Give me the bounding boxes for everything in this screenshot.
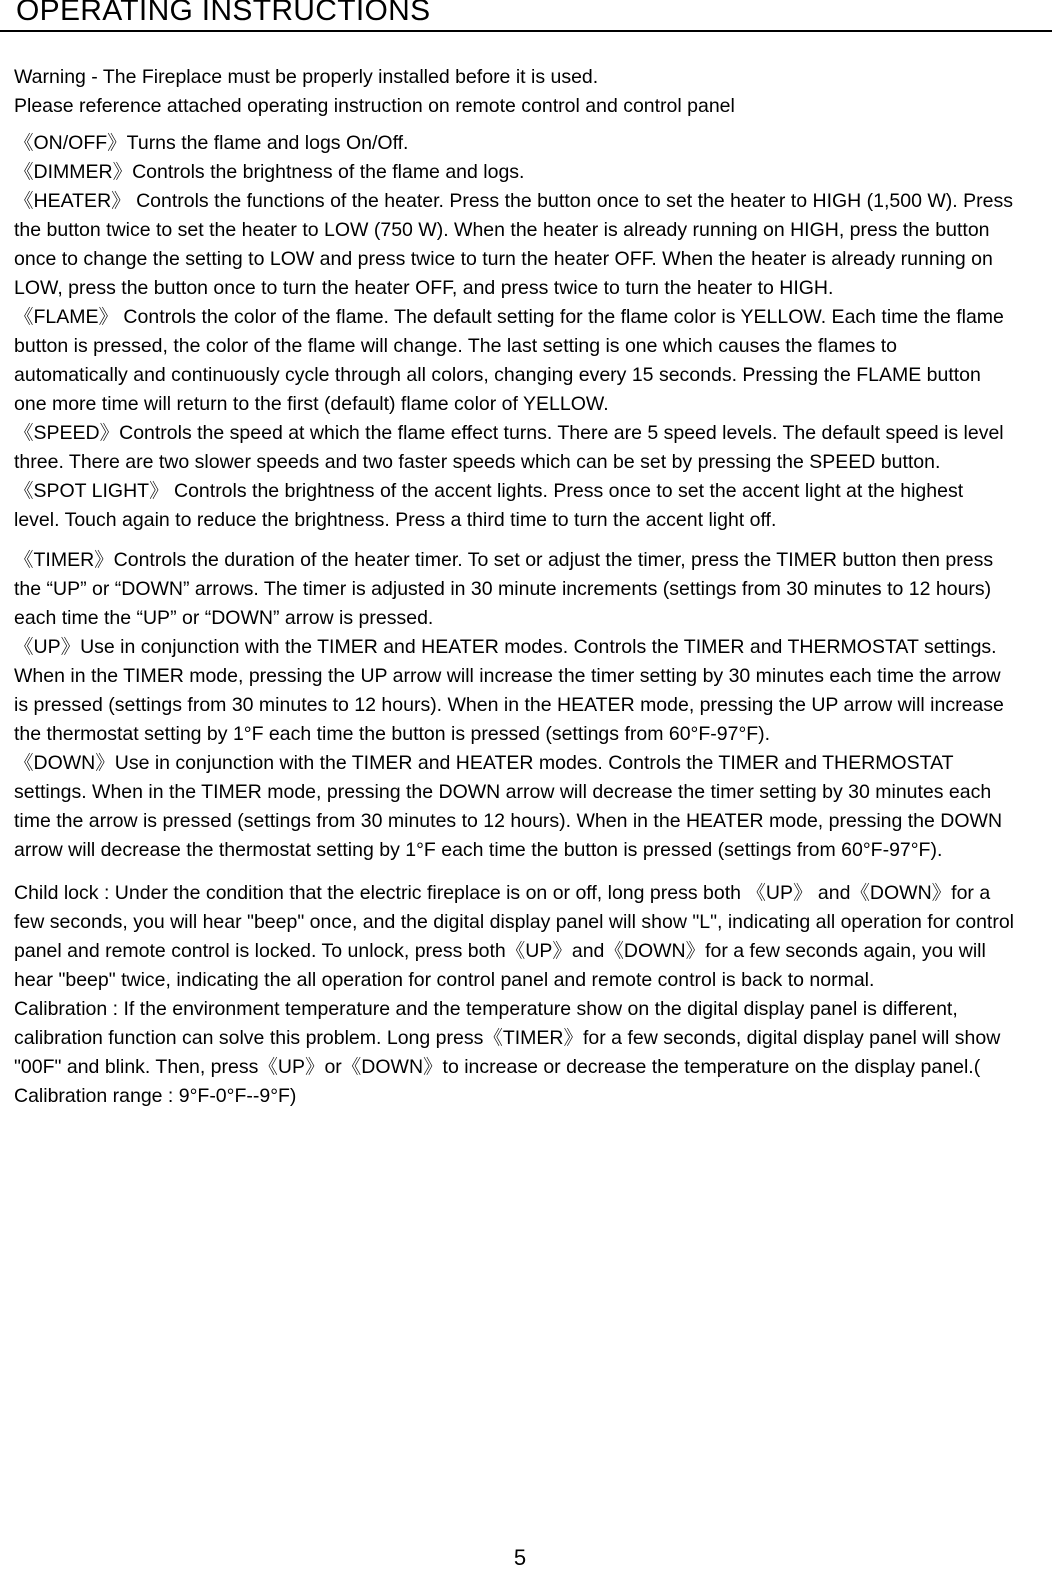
speed-instruction: 《SPEED》Controls the speed at which the flame effect turns. There are 5 speed levels. The default speed is level three. There are two slower speeds and two faster speeds which can be set by pressing the SPEED button. xyxy=(14,422,1004,473)
down-instruction: 《DOWN》Use in conjunction with the TIMER and HEATER modes. Controls the TIMER and THERMOSTAT settings. When in the TIMER mode, pressing the DOWN arrow will decrease the timer setting by 30 minutes each time the arrow is pressed (settings from 30 minutes to 12 hours). When in the HEATER mode, pressing the DOWN arrow will decrease the thermostat setting by 1°F each time the button is pressed (settings from 60°F-97°F). xyxy=(14,752,1003,861)
flame-instruction: 《FLAME》 Controls the color of the flame. The default setting for the flame color is YELLOW. Each time the flame button is pressed, the color of the flame will change. The last setting is one which causes the flames to automatically and continuously cycle through all colors, changing every 15 seconds. Pressing the FLAME button one more time will return to the first (default) flame color of YELLOW. xyxy=(14,306,1004,415)
spot-light-instruction: 《SPOT LIGHT》 Controls the brightness of the accent lights. Press once to set the accent light at the highest level. Touch again to reduce the brightness. Press a third time to turn the accent light off. xyxy=(14,480,964,531)
page-title-rule xyxy=(0,0,1052,32)
page-title: OPERATING INSTRUCTIONS xyxy=(16,0,431,27)
child-lock-instruction: Child lock : Under the condition that the electric fireplace is on or off, long press both 《UP》 and《DOWN》for a few seconds, you will hear "beep" once, and the digital display panel will show "L", indicating all operation for control panel and remote control is locked. To unlock, press both《UP》and《DOWN》for a few seconds again, you will hear "beep" twice, indicating the all operation for control panel and remote control is back to normal. xyxy=(14,882,1015,991)
page-number: 5 xyxy=(513,1545,527,1570)
instructions-body xyxy=(14,63,1014,1111)
heater-instruction: 《HEATER》 Controls the functions of the heater. Press the button once to set the heater to HIGH (1,500 W). Press the button twice to set the heater to LOW (750 W). When the heater is already running on HIGH, press the button once to change the setting to LOW and press twice to turn the heater OFF. When the heater is already running on LOW, press the button once to turn the heater OFF, and press twice to turn the heater to HIGH. xyxy=(14,190,1013,299)
timer-instruction: 《TIMER》Controls the duration of the heater timer. To set or adjust the timer, press the TIMER button then press the “UP” or “DOWN” arrows. The timer is adjusted in 30 minute increments (settings from 30 minutes to 12 hours) each time the “UP” or “DOWN” arrow is pressed. xyxy=(14,549,994,629)
warning-line-2: Please reference attached operating instruction on remote control and control panel xyxy=(14,95,735,117)
up-instruction: 《UP》Use in conjunction with the TIMER and HEATER modes. Controls the TIMER and THERMOSTAT settings. When in the TIMER mode, pressing the UP arrow will increase the timer setting by 30 minutes each time the arrow is pressed (settings from 30 minutes to 12 hours). When in the HEATER mode, pressing the UP arrow will increase the thermostat setting by 1°F each time the button is pressed (settings from 60°F-97°F). xyxy=(14,636,1004,745)
warning-line-1: Warning - The Fireplace must be properly installed before it is used. xyxy=(14,66,599,88)
dimmer-instruction: 《DIMMER》Controls the brightness of the flame and logs. xyxy=(14,161,525,183)
on-off-instruction: 《ON/OFF》Turns the flame and logs On/Off. xyxy=(14,132,409,154)
calibration-instruction: Calibration : If the environment temperature and the temperature show on the digital display panel is different, calibration function can solve this problem. Long press《TIMER》for a few seconds, digital display panel will show "00F" and blink. Then, press《UP》or《DOWN》to increase or decrease the temperature on the display panel.( Calibration range : 9°F-0°F--9°F) xyxy=(14,998,1001,1107)
